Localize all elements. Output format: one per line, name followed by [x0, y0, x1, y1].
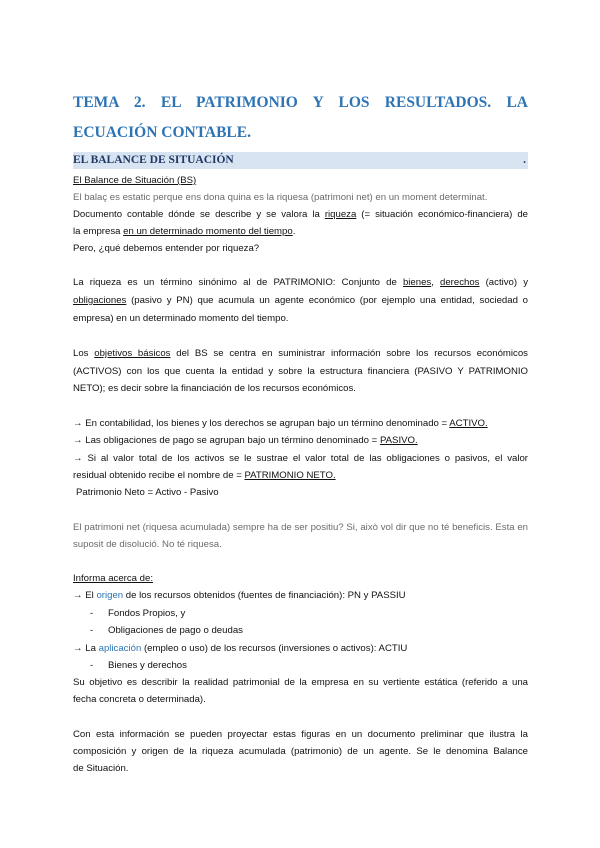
- pasivo-term: PASIVO.: [379, 435, 418, 446]
- informa-origen: → El origen de los recursos obtenidos (fuentes de financiación): PN y PASSIU: [73, 590, 406, 601]
- list-item: - Fondos Propios, y: [90, 608, 186, 619]
- origen-term: origen: [96, 590, 124, 601]
- activo-term: ACTIVO.: [449, 418, 488, 429]
- bienes-term: bienes: [402, 277, 432, 288]
- section-heading-label: EL BALANCE DE SITUACIÓN: [73, 154, 234, 166]
- objetivos-line-1: Los objetivos básicos del BS se centra en suministrar información sobre los recursos económicos: [73, 348, 528, 359]
- bs-heading: El Balance de Situación (BS): [73, 175, 197, 186]
- aplicacion-term: aplicación: [98, 643, 142, 654]
- bs-definition-line-2: la empresa en un determinado momento del tiempo.: [73, 226, 296, 237]
- arrow-patrimonio-line-2: residual obtenido recibe el nombre de = PATRIMONIO NETO.: [73, 470, 336, 481]
- section-heading-dot: .: [523, 154, 526, 166]
- bs-definition-line-1: Documento contable dónde se describe y se valora la riqueza (= situación económico-financiera) de: [73, 209, 528, 220]
- objetivo-line-1: Su objetivo es describir la realidad patrimonial de la empresa en su vertiente estática (referido a una: [73, 677, 528, 688]
- bs-question: Pero, ¿qué debemos entender por riqueza?: [73, 243, 260, 254]
- section-heading: [73, 152, 528, 169]
- final-line-2: composición y origen de la riqueza acumulada (patrimonio) de un agente. Se le denomina Balance: [73, 746, 528, 757]
- riqueza-line-1: La riqueza es un término sinónimo al de PATRIMONIO: Conjunto de bienes, derechos (activo) y: [73, 277, 528, 288]
- catalan-note-line-2: suposit de disolució. No té riquesa.: [73, 539, 222, 550]
- objetivos-term: objetivos básicos: [94, 348, 171, 359]
- objetivos-line-2: (ACTIVOS) con los que cuenta la entidad y sobre la estructura financiera (PASIVO Y PATRIMONIO: [73, 366, 528, 377]
- riqueza-line-2: obligaciones (pasivo y PN) que acumula un agente económico (por ejemplo una entidad, sociedad o: [73, 295, 528, 306]
- riqueza-term: riqueza: [324, 209, 357, 220]
- informa-aplicacion: → La aplicación (empleo o uso) de los recursos (inversiones o activos): ACTIU: [73, 643, 408, 654]
- list-item: - Obligaciones de pago o deudas: [90, 625, 243, 636]
- objetivo-line-2: fecha concreta o determinada).: [73, 694, 206, 705]
- final-line-1: Con esta información se pueden proyectar estas figuras en un documento preliminar que ilustra la: [73, 729, 528, 740]
- arrow-pasivo: → Las obligaciones de pago se agrupan bajo un término denominado = PASIVO.: [73, 435, 418, 446]
- bs-catalan-note: El balaç es estatic perque ens dona quina es la riquesa (patrimoni net) en un moment determinat.: [73, 192, 488, 203]
- final-line-3: de Situación.: [73, 763, 129, 774]
- objetivos-line-3: NETO); es decir sobre la financiación de los recursos económicos.: [73, 383, 356, 394]
- page-title: TEMA 2. EL PATRIMONIO Y LOS RESULTADOS. LA ECUACIÓN CONTABLE.: [73, 94, 528, 141]
- riqueza-line-3: empresa) en un determinado momento del tiempo.: [73, 313, 289, 324]
- patrimonio-neto-term: PATRIMONIO NETO.: [244, 470, 336, 481]
- formula: Patrimonio Neto = Activo - Pasivo: [76, 487, 219, 498]
- momento-term: en un determinado momento del tiempo: [123, 226, 293, 237]
- list-item: - Bienes y derechos: [90, 660, 187, 671]
- catalan-note-line-1: El patrimoni net (riquesa acumulada) sempre ha de ser positiu? Si, això vol dir que no té beneficis. Esta en: [73, 522, 528, 533]
- informa-heading: Informa acerca de:: [73, 573, 153, 584]
- arrow-activo: → En contabilidad, los bienes y los derechos se agrupan bajo un término denominado = ACTIVO.: [73, 418, 488, 429]
- derechos-term: derechos: [440, 277, 480, 288]
- obligaciones-term: obligaciones: [73, 295, 127, 306]
- arrow-patrimonio-line-1: → Si al valor total de los activos se le sustrae el valor total de las obligaciones o pasivos, el valor: [73, 453, 528, 464]
